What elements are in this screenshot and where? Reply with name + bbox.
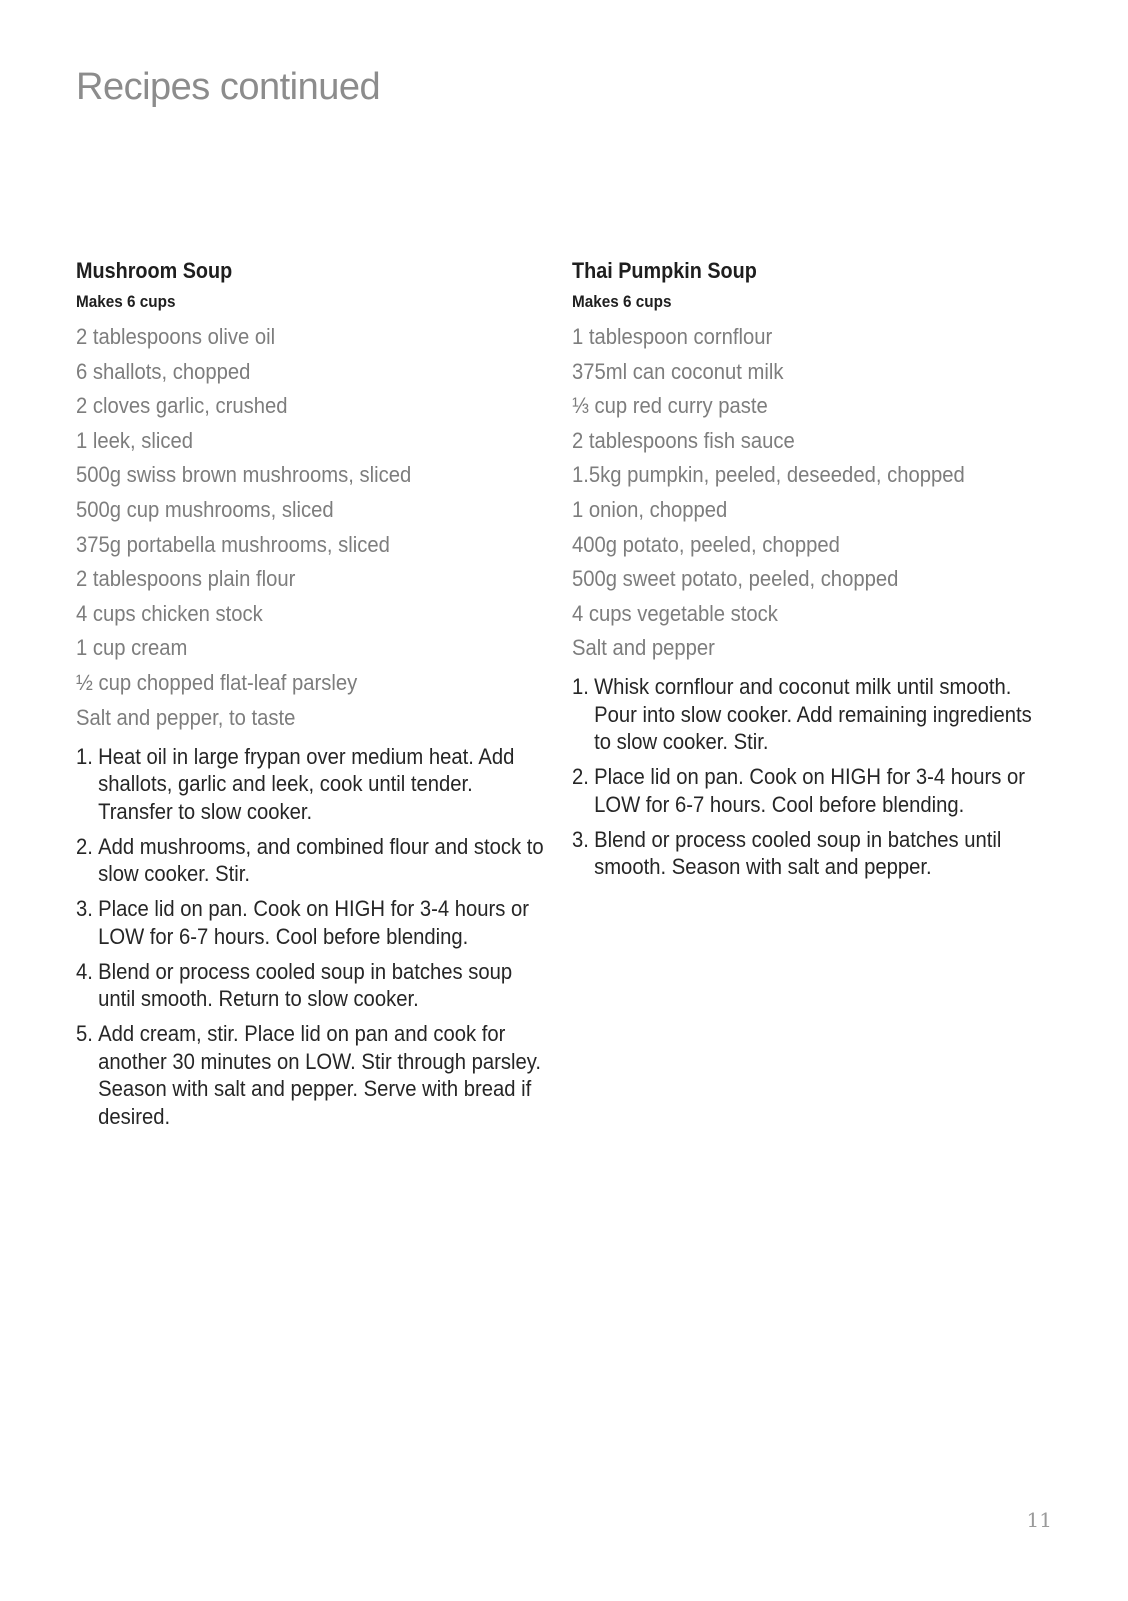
ingredient-item: Salt and pepper, to taste <box>76 704 296 730</box>
method-steps <box>572 673 1052 881</box>
recipe-title: Thai Pumpkin Soup <box>572 258 757 283</box>
step-text: Place lid on pan. Cook on HIGH for 3-4 hours or LOW for 6-7 hours. Cool before blending. <box>98 896 529 949</box>
method-step <box>76 833 545 888</box>
ingredient-item: 400g potato, peeled, chopped <box>572 531 840 557</box>
recipe-mushroom-soup <box>76 256 556 1130</box>
ingredient-item: 2 tablespoons fish sauce <box>572 427 795 453</box>
method-step <box>76 958 545 1013</box>
ingredient-item: 1 onion, chopped <box>572 496 728 522</box>
ingredient-item: ½ cup chopped flat-leaf parsley <box>76 669 358 695</box>
ingredient-item: Salt and pepper <box>572 635 715 661</box>
ingredient-item: 1 tablespoon cornflour <box>572 324 773 349</box>
step-text: Blend or process cooled soup in batches soup until smooth. Return to slow cooker. <box>98 958 513 1012</box>
step-text: Add cream, stir. Place lid on pan and cook for another 30 minutes on LOW. Stir through parsley. Season with salt and pepper. Serve with bread if desired. <box>98 1021 541 1129</box>
method-steps <box>76 743 556 1131</box>
step-number: 3. <box>572 826 589 852</box>
method-step <box>76 743 545 826</box>
recipe-yield: Makes 6 cups <box>572 292 672 311</box>
ingredient-item: ⅓ cup red curry paste <box>572 393 768 419</box>
step-number: 4. <box>76 958 93 984</box>
ingredient-item: 500g swiss brown mushrooms, sliced <box>76 462 412 488</box>
ingredient-list <box>76 320 556 735</box>
ingredient-item: 4 cups vegetable stock <box>572 600 778 626</box>
step-number: 3. <box>76 896 93 922</box>
ingredient-item: 4 cups chicken stock <box>76 600 263 626</box>
page-number: 11 <box>1026 1508 1052 1532</box>
ingredient-item: 500g cup mushrooms, sliced <box>76 496 334 522</box>
ingredient-item: 1 cup cream <box>76 635 188 661</box>
page-title: Recipes continued <box>76 66 381 108</box>
ingredient-item: 1.5kg pumpkin, peeled, deseeded, chopped <box>572 462 965 488</box>
ingredient-item: 500g sweet potato, peeled, chopped <box>572 566 899 592</box>
ingredient-item: 2 tablespoons olive oil <box>76 324 276 349</box>
step-number: 1. <box>572 674 589 700</box>
step-number: 5. <box>76 1021 93 1047</box>
method-step <box>572 673 1041 756</box>
ingredient-item: 2 cloves garlic, crushed <box>76 393 288 419</box>
ingredient-item: 1 leek, sliced <box>76 427 194 453</box>
ingredient-item: 375g portabella mushrooms, sliced <box>76 531 390 557</box>
step-text: Heat oil in large frypan over medium heat. Add shallots, garlic and leek, cook until tender. Transfer to slow cooker. <box>98 743 515 824</box>
recipe-title: Mushroom Soup <box>76 258 233 283</box>
method-step <box>572 763 1041 818</box>
method-step <box>572 826 1041 881</box>
recipe-yield: Makes 6 cups <box>76 292 176 311</box>
ingredient-item: 375ml can coconut milk <box>572 358 784 384</box>
method-step <box>76 895 545 950</box>
ingredient-item: 2 tablespoons plain flour <box>76 566 296 592</box>
step-number: 2. <box>572 764 589 790</box>
ingredient-item: 6 shallots, chopped <box>76 358 251 384</box>
step-number: 1. <box>76 743 93 769</box>
step-text: Add mushrooms, and combined flour and stock to slow cooker. Stir. <box>98 833 544 887</box>
recipe-thai-pumpkin-soup <box>572 256 1052 881</box>
step-text: Place lid on pan. Cook on HIGH for 3-4 hours or LOW for 6-7 hours. Cool before blending. <box>594 764 1025 817</box>
ingredient-list <box>572 320 1052 666</box>
step-text: Whisk cornflour and coconut milk until smooth. Pour into slow cooker. Add remaining ingredients to slow cooker. Stir. <box>594 674 1032 755</box>
step-text: Blend or process cooled soup in batches until smooth. Season with salt and pepper. <box>594 826 1002 880</box>
method-step <box>76 1020 545 1130</box>
step-number: 2. <box>76 833 93 859</box>
